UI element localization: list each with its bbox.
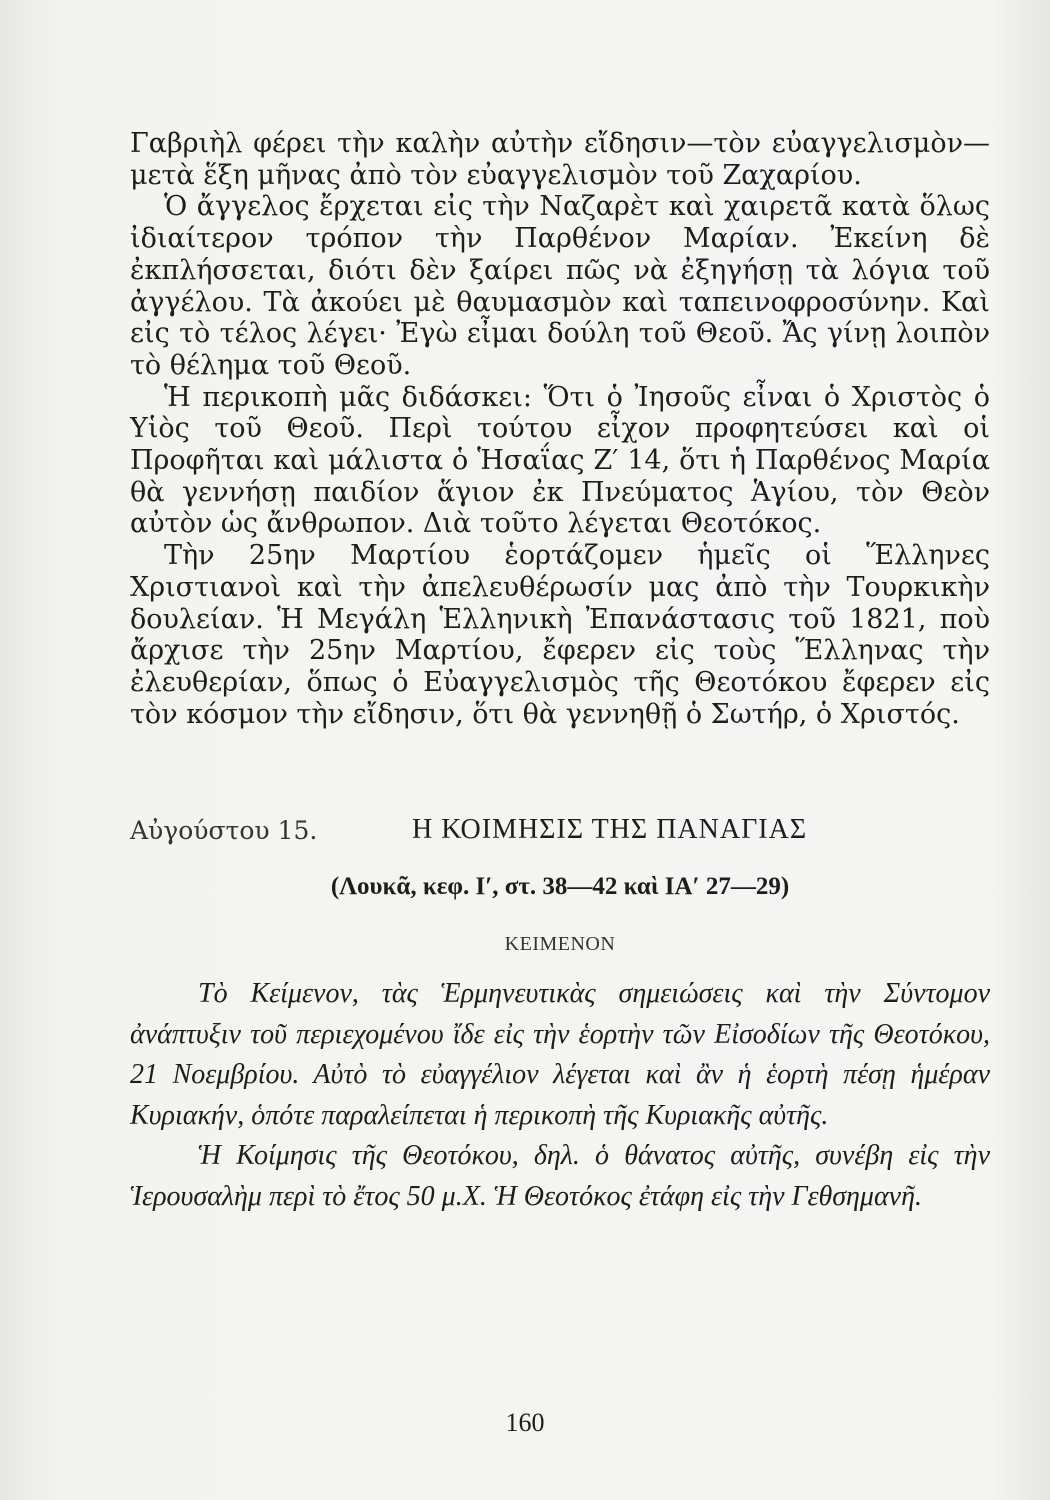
text-subheading: ΚΕΙΜΕΝΟΝ <box>504 933 616 955</box>
body-text <box>130 128 990 730</box>
paragraph-march-25: Τὴν 25ην Μαρτίου ἑορτάζομεν ἡμεῖς οἱ Ἕλληνες Χριστιανοὶ καὶ τὴν ἀπελευθέρωσίν μας ἀπὸ τὴν Τουρκικὴν δουλείαν. Ἡ Μεγάλη Ἑλληνικὴ Ἐπανάστασις τοῦ 1821, ποὺ ἄρχισε τὴν 25ην Μαρτίου, ἔφερεν εἰς τοὺς Ἕλληνας τὴν ἐλευθερίαν, ὅπως ὁ Εὐαγγελισμὸς τῆς Θεοτόκου ἔφερεν εἰς τὸν κόσμον τὴν εἴδησιν, ὅτι θὰ γεννηθῇ ὁ Σωτήρ, ὁ Χριστός. <box>130 540 990 730</box>
paragraph-angel-visit: Ὁ ἄγγελος ἔρχεται εἰς τὴν Ναζαρὲτ καὶ χαιρετᾶ κατὰ ὅλως ἰδιαίτερον τρόπον τὴν Παρθένον Μαρίαν. Ἐκείνη δὲ ἐκπλήσσεται, διότι δὲν ξαίρει πῶς νὰ ἐξηγήσῃ τὰ λόγια τοῦ ἀγγέλου. Τὰ ἀκούει μὲ θαυμασμὸν καὶ ταπεινοφροσύνην. Καὶ εἰς τὸ τέλος λέγει· Ἐγὼ εἶμαι δούλη τοῦ Θεοῦ. Ἄς γίνῃ λοιπὸν τὸ θέλημα τοῦ Θεοῦ. <box>130 191 990 381</box>
paragraph-annunciation-intro: Γαβριὴλ φέρει τὴν καλὴν αὐτὴν εἴδησιν—τὸν εὐαγγελισμὸν— μετὰ ἕξη μῆνας ἀπὸ τὸν εὐαγγελισμὸν τοῦ Ζαχαρίου. <box>130 128 990 191</box>
paragraph-lesson: Ἡ περικοπὴ μᾶς διδάσκει: Ὅτι ὁ Ἰησοῦς εἶναι ὁ Χριστὸς ὁ Υἱὸς τοῦ Θεοῦ. Περὶ τούτου εἶχον προφητεύσει καὶ οἱ Προφῆται καὶ μάλιστα ὁ Ἡσαΐας Ζ′ 14, ὅτι ἡ Παρθένος Μαρία θὰ γεννήσῃ παιδίον ἅγιον ἐκ Πνεύματος Ἁγίου, τὸν Θεὸν αὐτὸν ὡς ἄνθρωπον. Διὰ τοῦτο λέγεται Θεοτόκος. <box>130 381 990 540</box>
section-heading-row <box>130 812 990 852</box>
section-title: Η ΚΟΙΜΗΣΙΣ ΤΗΣ ΠΑΝΑΓΙΑΣ <box>412 814 808 845</box>
paragraph-dormition: Ἡ Κοίμησις τῆς Θεοτόκου, δηλ. ὁ θάνατος αὐτῆς, συνέβη εἰς τὴν Ἱερουσαλὴμ περὶ τὸ ἔτος 50 μ.Χ. Ἡ Θεοτόκος ἐτάφη εἰς τὴν Γεθσημανῆ. <box>130 1140 990 1212</box>
page-number: 160 <box>505 1408 545 1437</box>
italic-text <box>130 974 990 1217</box>
paragraph-text-reference: Τὸ Κείμενον, τὰς Ἑρμηνευτικὰς σημειώσεις καὶ τὴν Σύντομον ἀνάπτυξιν τοῦ περιεχομένου ἴδε εἰς τὴν ἑορτὴν τῶν Εἰσοδίων τῆς Θεοτόκου, 21 Νοεμβρίου. Αὐτὸ τὸ εὐαγγέλιον λέγεται καὶ ἂν ἡ ἑορτὴ πέσῃ ἡμέραν Κυριακήν, ὁπότε παραλείπεται ἡ περικοπὴ τῆς Κυριακῆς αὐτῆς. <box>130 978 990 1131</box>
section-date: Αὐγούστου 15. <box>130 816 318 845</box>
scripture-reference: (Λουκᾶ, κεφ. Ι′, στ. 38—42 καὶ ΙΑ′ 27—29) <box>330 873 790 900</box>
